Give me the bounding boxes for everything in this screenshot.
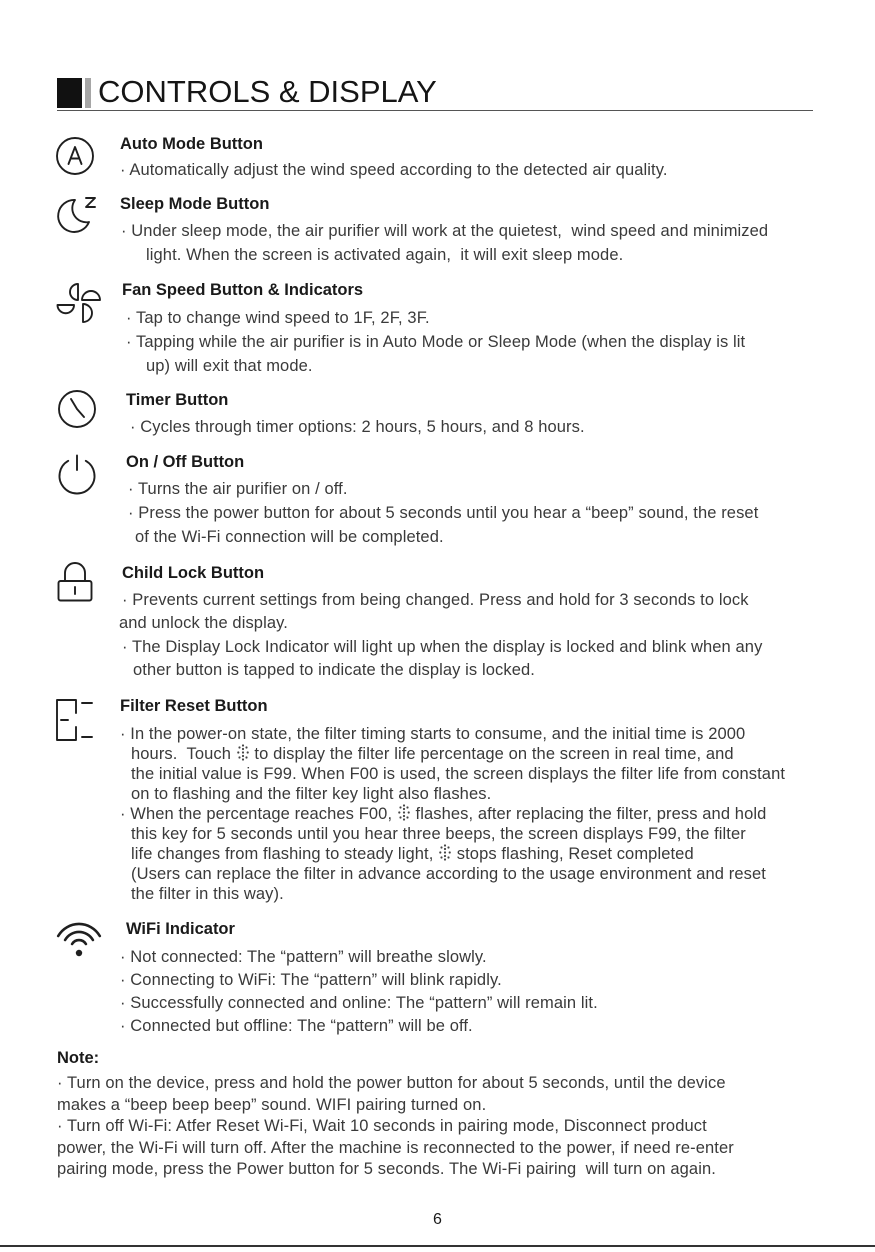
- auto-mode-icon: [55, 137, 97, 177]
- fan-speed-button-indicators-section: [0, 279, 875, 375]
- section-body: [120, 193, 768, 267]
- sleep-mode-icon: [55, 195, 99, 235]
- section-title: On / Off Button: [126, 453, 245, 471]
- page-number: 6: [433, 1211, 442, 1228]
- wifi-indicator-section: [0, 918, 875, 1035]
- text-line: [131, 744, 785, 764]
- power-icon: [57, 454, 99, 496]
- bullet-line: · Prevents current settings from being changed. Press and hold for 3 seconds to lock: [122, 591, 749, 609]
- on-off-button-section: [0, 451, 875, 546]
- bullet-line: · Turn off Wi-Fi: Atfer Reset Wi-Fi, Wait 10 seconds in pairing mode, Disconnect product: [57, 1117, 707, 1136]
- bullet-line: · Turn on the device, press and hold the power button for about 5 seconds, until the device: [57, 1074, 726, 1093]
- text-line: other button is tapped to indicate the display is locked.: [133, 661, 535, 680]
- section-title: Child Lock Button: [122, 564, 265, 582]
- bullet-line: · Tap to change wind speed to 1F, 2F, 3F.: [126, 309, 430, 327]
- filter-reset-icon: [55, 698, 95, 742]
- fan-speed-icon: [57, 283, 101, 323]
- section-body: [119, 562, 763, 683]
- bullet-line: · Connecting to WiFi: The “pattern” will blink rapidly.: [120, 970, 502, 989]
- child-lock-icon: [57, 562, 95, 602]
- section-body: [122, 279, 745, 378]
- filter-reset-inline-icon: [438, 844, 452, 862]
- section-lines: [119, 589, 763, 683]
- section-lines: [120, 946, 598, 1038]
- text-line: power, the Wi-Fi will turn off. After the machine is reconnected to the power, if need re-enter: [57, 1138, 734, 1157]
- section-lines: [126, 415, 585, 439]
- wifi-icon: [57, 920, 101, 958]
- text-line: pairing mode, press the Power button for 5 seconds. The Wi-Fi pairing will turn on again.: [57, 1160, 716, 1179]
- text-line: makes a “beep beep beep” sound. WIFI pairing turned on.: [57, 1095, 487, 1114]
- line-text: flashes, after replacing the filter, press and hold: [410, 805, 767, 823]
- section-title: Auto Mode Button: [120, 135, 263, 153]
- text-line: (Users can replace the filter in advance according to the usage environment and reset: [131, 865, 766, 883]
- bullet-line: · The Display Lock Indicator will light up when the display is locked and blink when any: [122, 637, 763, 656]
- bullet-line: · Automatically adjust the wind speed according to the detected air quality.: [120, 161, 668, 179]
- text-line: up) will exit that mode.: [146, 357, 313, 375]
- footer-divider: [0, 1245, 875, 1247]
- header-divider: [57, 110, 813, 111]
- sleep-mode-button-section: [0, 193, 875, 264]
- bullet-line: · Under sleep mode, the air purifier will work at the quietest, wind speed and minimized: [121, 222, 769, 240]
- section-title: Timer Button: [126, 391, 229, 409]
- section-title: Fan Speed Button & Indicators: [122, 281, 364, 299]
- section-lines: [120, 219, 768, 267]
- section-title: Sleep Mode Button: [120, 195, 270, 213]
- line-text: · When the percentage reaches F00,: [120, 805, 397, 823]
- section-lines: [120, 724, 785, 904]
- bullet-line: · Not connected: The “pattern” will breathe slowly.: [120, 947, 487, 966]
- section-lines: [126, 477, 758, 549]
- page-title: CONTROLS & DISPLAY: [98, 74, 437, 109]
- bullet-line: · Connected but offline: The “pattern” will be off.: [120, 1016, 473, 1035]
- note-block: [57, 1047, 734, 1181]
- note-lines: [57, 1073, 734, 1181]
- text-line: this key for 5 seconds until you hear three beeps, the screen displays F99, the filter: [131, 825, 746, 843]
- text-line: light. When the screen is activated again, it will exit sleep mode.: [146, 246, 624, 264]
- text-line: and unlock the display.: [119, 614, 288, 633]
- auto-mode-button-section: [0, 133, 875, 179]
- section-body: [120, 133, 668, 182]
- line-text: life changes from flashing to steady light,: [131, 845, 439, 863]
- section-body: [120, 918, 598, 1038]
- bullet-line: · In the power-on state, the filter timing starts to consume, and the initial time is 2000: [120, 725, 746, 743]
- header-black-block: [57, 78, 82, 108]
- filter-reset-button-section: [0, 695, 875, 903]
- text-line: on to flashing and the filter key light also flashes.: [131, 785, 492, 803]
- filter-reset-inline-icon: [397, 804, 411, 822]
- timer-button-section: [0, 389, 875, 436]
- section-title: WiFi Indicator: [126, 920, 235, 938]
- text-line: the filter in this way).: [131, 885, 284, 903]
- bullet-line: · Successfully connected and online: The “pattern” will remain lit.: [120, 993, 598, 1012]
- line-text: hours. Touch: [131, 745, 236, 763]
- bullet-line: · Cycles through timer options: 2 hours, 5 hours, and 8 hours.: [130, 418, 585, 436]
- section-title: Filter Reset Button: [120, 697, 268, 715]
- filter-reset-inline-icon: [236, 744, 250, 762]
- section-lines: [120, 158, 668, 182]
- text-line: of the Wi-Fi connection will be completed.: [135, 528, 444, 546]
- section-body: [126, 389, 585, 439]
- bullet-line: · Turns the air purifier on / off.: [128, 480, 348, 498]
- note-title: Note:: [57, 1049, 100, 1067]
- timer-icon: [57, 390, 99, 430]
- bullet-line: [120, 804, 785, 824]
- text-line: [131, 844, 785, 864]
- bullet-line: · Tapping while the air purifier is in Auto Mode or Sleep Mode (when the display is lit: [126, 333, 746, 351]
- text-line: the initial value is F99. When F00 is used, the screen displays the filter life from constant: [131, 765, 786, 783]
- section-body: [126, 451, 758, 549]
- section-body: [120, 695, 785, 904]
- line-text: to display the filter life percentage on the screen in real time, and: [249, 745, 734, 763]
- bullet-line: · Press the power button for about 5 seconds until you hear a “beep” sound, the reset: [128, 504, 759, 522]
- line-text: stops flashing, Reset completed: [452, 845, 694, 863]
- child-lock-button-section: [0, 562, 875, 680]
- section-lines: [122, 306, 745, 378]
- header-grey-bar: [85, 78, 91, 108]
